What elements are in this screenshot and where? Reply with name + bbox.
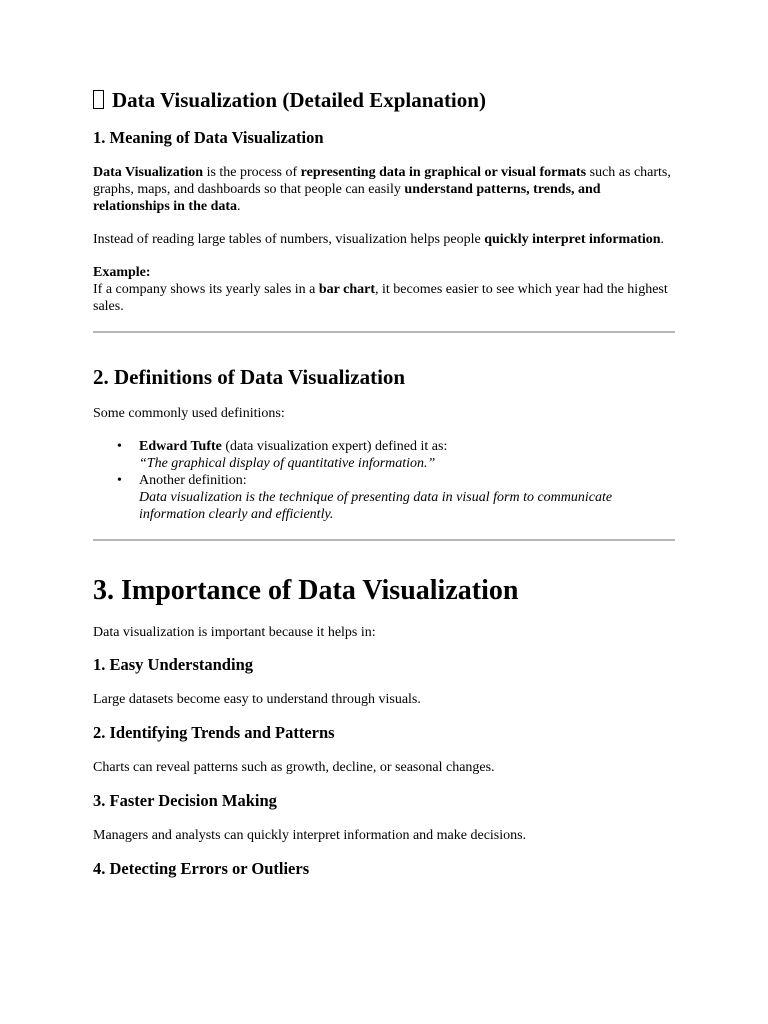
bold-term: understand patterns, trends, and relationships in the data bbox=[93, 182, 601, 214]
text-run: If a company shows its yearly sales in a bbox=[93, 282, 319, 297]
importance-point-heading: 1. Easy Understanding bbox=[93, 655, 253, 674]
text-run: , it becomes easier to see which year had the highest sales. bbox=[93, 282, 668, 314]
document-icon bbox=[93, 90, 104, 109]
list-item bbox=[139, 472, 678, 523]
text-run: . bbox=[660, 232, 665, 247]
text-run: is the process of bbox=[203, 165, 301, 180]
document-title-text: Data Visualization (Detailed Explanation) bbox=[112, 88, 486, 112]
importance-point-text: Large datasets become easy to understand through visuals. bbox=[93, 692, 421, 707]
importance-point-text: Managers and analysts can quickly interpret information and make decisions. bbox=[93, 828, 527, 843]
section-1-paragraph-2 bbox=[93, 231, 678, 248]
section-3-intro: Data visualization is important because it helps in: bbox=[93, 625, 376, 640]
importance-point-heading: 2. Identifying Trends and Patterns bbox=[93, 723, 335, 742]
section-1-heading: 1. Meaning of Data Visualization bbox=[93, 128, 324, 147]
bold-term: bar chart bbox=[318, 282, 376, 297]
document-content bbox=[93, 86, 678, 879]
text-run: such as charts, graphs, maps, and dashboards so that people can easily bbox=[93, 165, 671, 197]
text-run: Another definition: bbox=[139, 473, 247, 488]
definitions-list bbox=[93, 438, 678, 523]
definition-quote: Data visualization is the technique of presenting data in visual form to communicate information clearly and efficiently. bbox=[139, 490, 613, 522]
document-title bbox=[93, 86, 678, 114]
bold-term: quickly interpret information bbox=[484, 232, 661, 247]
definition-quote: “The graphical display of quantitative information.” bbox=[139, 456, 436, 471]
text-run: . bbox=[237, 199, 241, 214]
bold-term: Edward Tufte bbox=[139, 439, 222, 454]
text-run: Instead of reading large tables of numbers, visualization helps people bbox=[93, 232, 485, 247]
importance-point-text: Charts can reveal patterns such as growth, decline, or seasonal changes. bbox=[93, 760, 495, 775]
list-item bbox=[139, 438, 678, 472]
section-2-intro: Some commonly used definitions: bbox=[93, 406, 285, 421]
bold-term: Example: bbox=[93, 265, 151, 280]
section-2-heading: 2. Definitions of Data Visualization bbox=[93, 365, 406, 389]
bold-term: Data Visualization bbox=[93, 165, 204, 180]
text-run: (data visualization expert) defined it as: bbox=[221, 439, 448, 454]
bold-term: representing data in graphical or visual formats bbox=[300, 165, 587, 180]
importance-point-heading: 3. Faster Decision Making bbox=[93, 791, 277, 810]
example-label bbox=[93, 264, 678, 281]
section-3-heading: 3. Importance of Data Visualization bbox=[93, 575, 519, 606]
importance-point-heading: 4. Detecting Errors or Outliers bbox=[93, 859, 310, 878]
section-1-paragraph-1 bbox=[93, 164, 678, 215]
example-text bbox=[93, 281, 678, 315]
